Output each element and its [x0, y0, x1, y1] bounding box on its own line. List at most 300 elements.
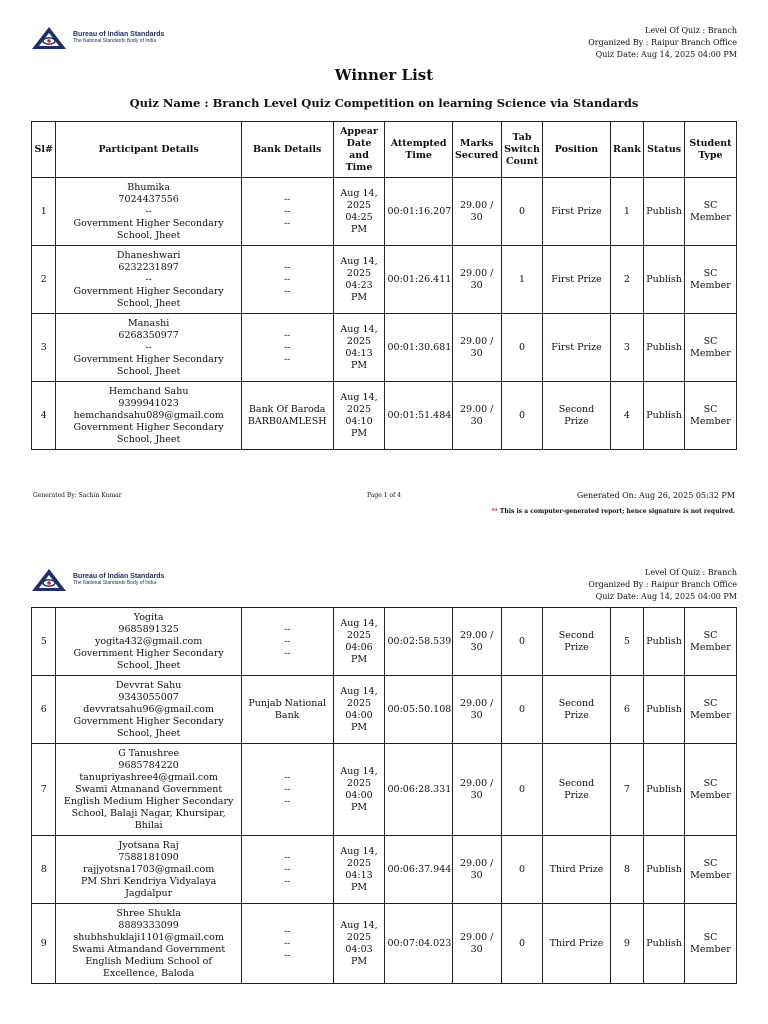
position-line: Third Prize	[549, 937, 604, 949]
participant-email: --	[145, 273, 152, 285]
student-type	[684, 314, 736, 382]
attempted-time: 00:06:28.331	[385, 744, 452, 836]
participant-name: Manashi	[128, 317, 170, 329]
bank-details	[241, 608, 333, 676]
rank: 1	[610, 178, 644, 246]
tab-switch-count: 0	[501, 178, 543, 246]
serial-number: 9	[32, 904, 56, 984]
serial-number: 4	[32, 382, 56, 450]
appear-line: Aug 14,	[340, 685, 378, 697]
student-type-line: SC	[703, 199, 718, 211]
marks-line: 30	[470, 789, 483, 801]
participant-email: shubhshuklaji1101@gmail.com	[73, 931, 224, 943]
participant-phone: 9685784220	[118, 759, 179, 771]
participant-phone: 6232231897	[118, 261, 179, 273]
tab-switch-count: 0	[501, 744, 543, 836]
generated-on: Generated On: Aug 26, 2025 05:32 PM	[576, 491, 735, 500]
position-line: Second	[558, 697, 595, 709]
tab-switch-count: 0	[501, 314, 543, 382]
participant-phone: 9685891325	[118, 623, 179, 635]
winner-table-page1	[31, 121, 737, 450]
participant-details	[56, 608, 241, 676]
student-type	[684, 904, 736, 984]
col-rank-header: Rank	[610, 122, 644, 178]
bank-line: --	[283, 329, 291, 341]
participant-name: Devvrat Sahu	[115, 679, 182, 691]
student-type	[684, 178, 736, 246]
participant-school: Government Higher Secondary	[73, 647, 224, 659]
participant-email: tanupriyashree4@gmail.com	[79, 771, 218, 783]
appear-line: Aug 14,	[340, 187, 378, 199]
appear-line: 04:00	[345, 709, 373, 721]
student-type-line: SC	[703, 267, 718, 279]
bank-line: --	[283, 863, 291, 875]
position-line: Second	[558, 403, 595, 415]
col-bank-header: Bank Details	[241, 122, 333, 178]
position-line: Prize	[564, 709, 589, 721]
col-attempted-header: Attempted Time	[385, 122, 452, 178]
quiz-date: Quiz Date: Aug 14, 2025 04:00 PM	[595, 50, 737, 59]
appear-line: PM	[350, 223, 368, 235]
student-type	[684, 744, 736, 836]
org-tagline: The National Standards Body of India	[73, 38, 157, 45]
marks-secured	[452, 314, 501, 382]
student-type-line: Member	[690, 279, 731, 291]
bank-line: --	[283, 205, 291, 217]
participant-email: devvratsahu96@gmail.com	[83, 703, 214, 715]
appear-line: 04:23	[345, 279, 373, 291]
marks-line: 29.00 /	[459, 199, 494, 211]
participant-email: --	[145, 205, 152, 217]
student-type	[684, 382, 736, 450]
bank-details	[241, 246, 333, 314]
status: Publish	[644, 178, 685, 246]
participant-name: Dhaneshwari	[116, 249, 181, 261]
marks-secured	[452, 608, 501, 676]
attempted-time: 00:02:58.539	[385, 608, 452, 676]
appear-line: 04:13	[345, 347, 373, 359]
position-line: Prize	[564, 641, 589, 653]
participant-school: School, Jheet	[116, 659, 181, 671]
marks-line: 30	[470, 415, 483, 427]
quiz-date: Quiz Date: Aug 14, 2025 04:00 PM	[595, 592, 737, 601]
position-line: Prize	[564, 789, 589, 801]
appear-line: PM	[350, 721, 368, 733]
student-type-line: SC	[703, 697, 718, 709]
marks-line: 30	[470, 641, 483, 653]
org-tagline: The National Standards Body of India	[73, 580, 157, 587]
marks-line: 29.00 /	[459, 857, 494, 869]
position	[543, 246, 610, 314]
appear-line: 2025	[346, 857, 372, 869]
student-type-line: SC	[703, 857, 718, 869]
appear-line: 2025	[346, 335, 372, 347]
participant-school: Government Higher Secondary	[73, 715, 224, 727]
bis-emblem-icon	[30, 25, 68, 51]
bank-line: --	[283, 635, 291, 647]
student-type-line: SC	[703, 403, 718, 415]
serial-number: 7	[32, 744, 56, 836]
quiz-meta-page2	[588, 567, 737, 603]
tab-switch-count: 1	[501, 246, 543, 314]
col-marks-header: Marks Secured	[452, 122, 501, 178]
appear-line: PM	[350, 955, 368, 967]
participant-phone: 9343055007	[118, 691, 179, 703]
appear-line: PM	[350, 653, 368, 665]
participant-details	[56, 836, 241, 904]
participant-name: Yogita	[133, 611, 164, 623]
position-line: Second	[558, 629, 595, 641]
bank-line: --	[283, 937, 291, 949]
participant-phone: 7588181090	[118, 851, 179, 863]
appear-line: 2025	[346, 267, 372, 279]
marks-secured	[452, 178, 501, 246]
tab-switch-count: 0	[501, 904, 543, 984]
col-tab-switch-header: Tab Switch Count	[501, 122, 543, 178]
appear-line: Aug 14,	[340, 765, 378, 777]
participant-email: rajjyotsna1703@gmail.com	[83, 863, 215, 875]
winner-table-page2	[31, 607, 737, 984]
col-sl-header: Sl#	[32, 122, 56, 178]
position-line: Prize	[564, 415, 589, 427]
bank-details	[241, 904, 333, 984]
table-row	[32, 178, 737, 246]
bank-details	[241, 676, 333, 744]
bank-line: --	[283, 353, 291, 365]
appear-line: PM	[350, 427, 368, 439]
participant-phone: 9399941023	[118, 397, 179, 409]
bank-details	[241, 836, 333, 904]
rank: 2	[610, 246, 644, 314]
marks-line: 29.00 /	[459, 697, 494, 709]
bank-line: --	[283, 647, 291, 659]
participant-email: --	[145, 341, 152, 353]
bank-line: --	[283, 851, 291, 863]
participant-school: School, Balaji Nagar, Khursipar,	[71, 807, 226, 819]
table-row	[32, 904, 737, 984]
appear-date-time	[333, 382, 385, 450]
student-type-line: Member	[690, 709, 731, 721]
student-type	[684, 608, 736, 676]
participant-school: English Medium School of	[85, 955, 212, 967]
page-title: Winner List	[334, 66, 434, 84]
participant-school: Government Higher Secondary	[73, 285, 224, 297]
bank-line: --	[283, 925, 291, 937]
rank: 3	[610, 314, 644, 382]
participant-school: School, Jheet	[116, 433, 181, 445]
marks-line: 29.00 /	[459, 267, 494, 279]
position	[543, 836, 610, 904]
status: Publish	[644, 608, 685, 676]
appear-line: Aug 14,	[340, 845, 378, 857]
marks-line: 30	[470, 869, 483, 881]
marks-secured	[452, 904, 501, 984]
marks-line: 30	[470, 347, 483, 359]
appear-line: 2025	[346, 777, 372, 789]
status: Publish	[644, 382, 685, 450]
marks-secured	[452, 382, 501, 450]
quiz-level: Level Of Quiz : Branch	[645, 568, 737, 577]
position-line: First Prize	[551, 273, 602, 285]
participant-school: Excellence, Baloda	[103, 967, 195, 979]
position-line: Third Prize	[549, 863, 604, 875]
bank-line: --	[283, 341, 291, 353]
marks-line: 30	[470, 943, 483, 955]
page-number: Page 1 of 4	[367, 492, 401, 499]
student-type-line: SC	[703, 931, 718, 943]
quiz-meta	[588, 25, 737, 61]
org-name: Bureau of Indian Standards	[73, 31, 165, 39]
student-type-line: Member	[690, 211, 731, 223]
attempted-time: 00:01:26.411	[385, 246, 452, 314]
appear-date-time	[333, 246, 385, 314]
attempted-time: 00:01:16.207	[385, 178, 452, 246]
student-type-line: SC	[703, 777, 718, 789]
student-type-line: SC	[703, 335, 718, 347]
table-header-row	[32, 122, 737, 178]
bank-line: Punjab National	[248, 697, 327, 709]
bank-line: --	[283, 783, 291, 795]
participant-name: G Tanushree	[118, 747, 180, 759]
bank-line: --	[283, 261, 291, 273]
marks-line: 30	[470, 709, 483, 721]
student-type-line: Member	[690, 789, 731, 801]
appear-line: 04:13	[345, 869, 373, 881]
participant-details	[56, 314, 241, 382]
attempted-time: 00:05:50.108	[385, 676, 452, 744]
appear-date-time	[333, 608, 385, 676]
participant-school: Government Higher Secondary	[73, 353, 224, 365]
note-asterisks: **	[491, 508, 498, 515]
participant-school: Jagdalpur	[125, 887, 173, 899]
position-line: First Prize	[551, 205, 602, 217]
appear-line: Aug 14,	[340, 919, 378, 931]
marks-secured	[452, 744, 501, 836]
note-text: This is a computer-generated report; hence signature is not required.	[499, 508, 735, 515]
organized-by: Organized By : Raipur Branch Office	[588, 580, 737, 589]
bank-line: --	[283, 217, 291, 229]
attempted-time: 00:01:30.681	[385, 314, 452, 382]
participant-phone: 6268350977	[118, 329, 179, 341]
attempted-time: 00:07:04.023	[385, 904, 452, 984]
appear-line: PM	[350, 881, 368, 893]
appear-line: 04:25	[345, 211, 373, 223]
appear-date-time	[333, 904, 385, 984]
appear-line: 04:06	[345, 641, 373, 653]
participant-details	[56, 676, 241, 744]
participant-details	[56, 246, 241, 314]
bank-details	[241, 744, 333, 836]
participant-school: School, Jheet	[116, 727, 181, 739]
bank-line: --	[283, 273, 291, 285]
participant-school: School, Jheet	[116, 297, 181, 309]
org-name: Bureau of Indian Standards	[73, 573, 165, 581]
bank-line: Bank	[274, 709, 300, 721]
serial-number: 8	[32, 836, 56, 904]
participant-name: Shree Shukla	[116, 907, 181, 919]
student-type	[684, 836, 736, 904]
participant-name: Jyotsana Raj	[118, 839, 179, 851]
col-participant-header: Participant Details	[56, 122, 241, 178]
status: Publish	[644, 314, 685, 382]
table-row	[32, 676, 737, 744]
col-student-type-header: Student Type	[684, 122, 736, 178]
appear-line: Aug 14,	[340, 617, 378, 629]
participant-details	[56, 904, 241, 984]
col-position-header: Position	[543, 122, 610, 178]
participant-phone: 7024437556	[118, 193, 179, 205]
appear-line: PM	[350, 801, 368, 813]
appear-line: Aug 14,	[340, 255, 378, 267]
participant-details	[56, 744, 241, 836]
marks-line: 30	[470, 211, 483, 223]
signature-note	[492, 508, 735, 515]
marks-secured	[452, 676, 501, 744]
appear-line: 2025	[346, 697, 372, 709]
participant-email: yogita432@gmail.com	[95, 635, 203, 647]
bis-logo-page2	[30, 567, 164, 593]
student-type-line: Member	[690, 347, 731, 359]
bank-details	[241, 314, 333, 382]
appear-line: 2025	[346, 629, 372, 641]
rank: 4	[610, 382, 644, 450]
participant-school: Swami Atmandand Government	[72, 943, 226, 955]
marks-line: 29.00 /	[459, 629, 494, 641]
position	[543, 178, 610, 246]
participant-school: School, Jheet	[116, 365, 181, 377]
col-appear-header: Appear Date and Time	[333, 122, 385, 178]
student-type	[684, 676, 736, 744]
bank-line: --	[283, 623, 291, 635]
student-type-line: Member	[690, 641, 731, 653]
appear-line: 2025	[346, 199, 372, 211]
position-line: First Prize	[551, 341, 602, 353]
position	[543, 608, 610, 676]
student-type-line: Member	[690, 943, 731, 955]
status: Publish	[644, 246, 685, 314]
table-row	[32, 246, 737, 314]
attempted-time: 00:01:51.484	[385, 382, 452, 450]
participant-school: Government Higher Secondary	[73, 217, 224, 229]
table-row	[32, 608, 737, 676]
status: Publish	[644, 836, 685, 904]
participant-name: Bhumika	[127, 181, 170, 193]
participant-school: English Medium Higher Secondary	[63, 795, 234, 807]
appear-line: PM	[350, 291, 368, 303]
appear-date-time	[333, 676, 385, 744]
position	[543, 314, 610, 382]
serial-number: 1	[32, 178, 56, 246]
bank-line: --	[283, 285, 291, 297]
status: Publish	[644, 676, 685, 744]
bis-emblem-icon	[30, 567, 68, 593]
status: Publish	[644, 904, 685, 984]
bank-line: --	[283, 949, 291, 961]
bank-line: --	[283, 795, 291, 807]
appear-line: 04:10	[345, 415, 373, 427]
bank-details	[241, 178, 333, 246]
attempted-time: 00:06:37.944	[385, 836, 452, 904]
appear-line: PM	[350, 359, 368, 371]
appear-date-time	[333, 178, 385, 246]
bank-line: --	[283, 193, 291, 205]
marks-line: 29.00 /	[459, 335, 494, 347]
position	[543, 744, 610, 836]
serial-number: 2	[32, 246, 56, 314]
tab-switch-count: 0	[501, 382, 543, 450]
participant-name: Hemchand Sahu	[108, 385, 189, 397]
marks-line: 29.00 /	[459, 403, 494, 415]
participant-school: School, Jheet	[116, 229, 181, 241]
marks-line: 29.00 /	[459, 777, 494, 789]
appear-line: 2025	[346, 931, 372, 943]
student-type	[684, 246, 736, 314]
col-status-header: Status	[644, 122, 685, 178]
appear-date-time	[333, 744, 385, 836]
bank-line: BARB0AMLESH	[247, 415, 327, 427]
bank-line: --	[283, 875, 291, 887]
student-type-line: Member	[690, 415, 731, 427]
rank: 6	[610, 676, 644, 744]
rank: 8	[610, 836, 644, 904]
tab-switch-count: 0	[501, 836, 543, 904]
appear-line: 2025	[346, 403, 372, 415]
position	[543, 904, 610, 984]
tab-switch-count: 0	[501, 608, 543, 676]
rank: 5	[610, 608, 644, 676]
table-row	[32, 836, 737, 904]
participant-details	[56, 382, 241, 450]
appear-date-time	[333, 836, 385, 904]
table-row	[32, 744, 737, 836]
bank-line: --	[283, 771, 291, 783]
student-type-line: SC	[703, 629, 718, 641]
appear-line: Aug 14,	[340, 323, 378, 335]
rank: 7	[610, 744, 644, 836]
participant-school: Swami Atmanand Government	[75, 783, 223, 795]
participant-phone: 8889333099	[118, 919, 179, 931]
student-type-line: Member	[690, 869, 731, 881]
position	[543, 382, 610, 450]
organized-by: Organized By : Raipur Branch Office	[588, 38, 737, 47]
bis-logo	[30, 25, 164, 51]
tab-switch-count: 0	[501, 676, 543, 744]
appear-date-time	[333, 314, 385, 382]
participant-details	[56, 178, 241, 246]
serial-number: 6	[32, 676, 56, 744]
serial-number: 3	[32, 314, 56, 382]
participant-school: Bhilai	[134, 819, 163, 831]
appear-line: 04:00	[345, 789, 373, 801]
participant-email: hemchandsahu089@gmail.com	[73, 409, 224, 421]
position	[543, 676, 610, 744]
status: Publish	[644, 744, 685, 836]
serial-number: 5	[32, 608, 56, 676]
marks-line: 30	[470, 279, 483, 291]
participant-school: PM Shri Kendriya Vidyalaya	[81, 875, 217, 887]
bank-line: Bank Of Baroda	[248, 403, 326, 415]
position-line: Second	[558, 777, 595, 789]
rank: 9	[610, 904, 644, 984]
appear-line: Aug 14,	[340, 391, 378, 403]
generated-by: Generated By: Sachin Kumar	[33, 492, 122, 499]
marks-secured	[452, 836, 501, 904]
table-row	[32, 382, 737, 450]
quiz-name: Quiz Name : Branch Level Quiz Competition on learning Science via Standards	[129, 96, 639, 110]
appear-line: 04:03	[345, 943, 373, 955]
marks-line: 29.00 /	[459, 931, 494, 943]
bank-details	[241, 382, 333, 450]
